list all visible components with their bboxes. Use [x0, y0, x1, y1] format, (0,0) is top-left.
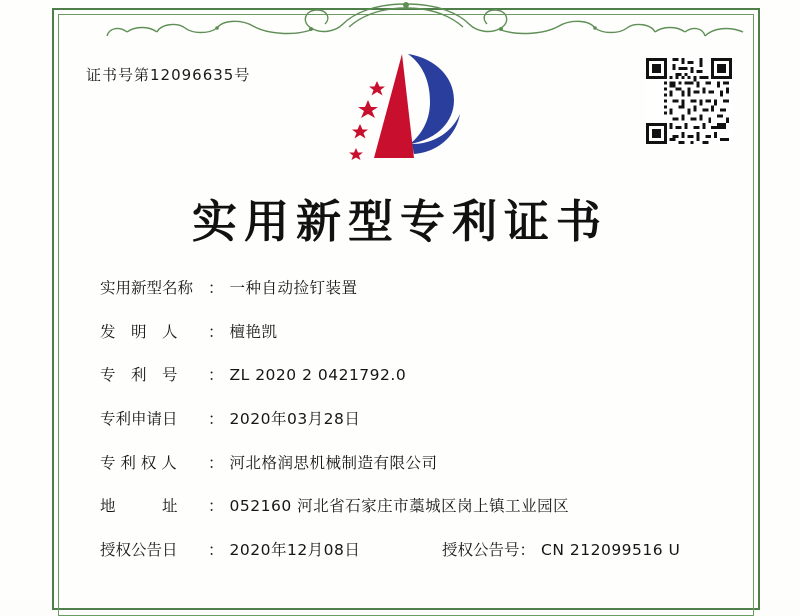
field-value: 河北格润思机械制造有限公司: [229, 453, 438, 472]
field-colon: ：: [208, 279, 224, 297]
field-label: 专 利 权 人: [100, 453, 177, 472]
field-value: ZL 2020 2 0421792.0: [229, 366, 407, 385]
field-row-address: [100, 496, 720, 518]
field-label: 专利申请日: [100, 410, 178, 429]
field-colon: ：: [208, 322, 224, 341]
field-label: 专 利 号: [100, 366, 178, 385]
qr-code-icon: [646, 58, 732, 144]
grant-number-group: [430, 540, 720, 562]
field-row-application-date: [100, 409, 720, 431]
field-label: 实用新型名称: [100, 279, 194, 297]
grant-date-label: 授权公告日: [100, 541, 178, 560]
grant-date-value: 2020年12月08日: [229, 541, 361, 560]
field-row-patent-number: [100, 365, 720, 387]
cnipa-logo-icon: [330, 48, 480, 163]
field-colon: ：: [208, 410, 224, 429]
grant-date-group: [100, 540, 430, 562]
field-label: 地 址: [100, 497, 178, 516]
field-row-utility-model-name: [100, 278, 720, 300]
page-title: 实用新型专利证书: [191, 195, 608, 248]
grant-number-colon: ：: [519, 541, 536, 560]
grant-number-label: 授权公告号: [442, 541, 520, 560]
field-colon: ：: [208, 497, 224, 516]
ornament-top-decoration: [53, 0, 759, 38]
field-label: 发 明 人: [100, 322, 178, 341]
certificate-number: 证书号第12096635号: [86, 66, 251, 84]
field-value: 052160 河北省石家庄市藁城区岗上镇工业园区: [229, 497, 570, 516]
certificate-fields: [100, 278, 720, 562]
field-colon: ：: [208, 366, 224, 385]
field-row-grant-info: [100, 540, 720, 562]
field-value: 檀艳凯: [229, 322, 278, 341]
field-row-patentee: [100, 453, 720, 475]
field-colon: ：: [208, 453, 224, 472]
field-row-inventor: [100, 322, 720, 344]
field-value: 2020年03月28日: [229, 410, 361, 429]
grant-date-colon: ：: [208, 541, 224, 560]
grant-number-value: CN 212099516 U: [541, 541, 681, 560]
field-value: 一种自动捡钉装置: [229, 279, 358, 297]
